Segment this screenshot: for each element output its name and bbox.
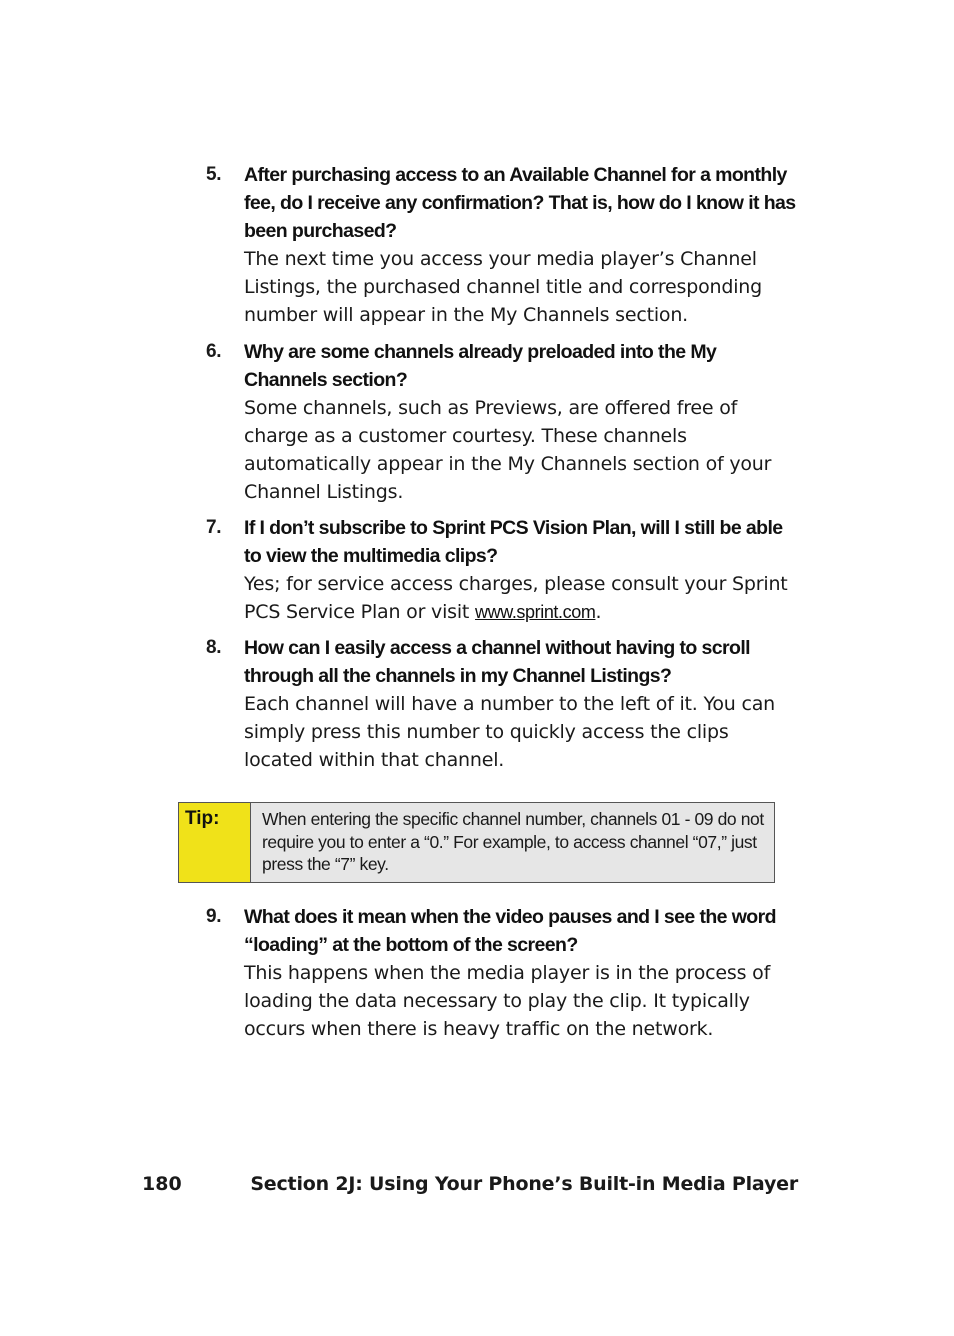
- item-number: 5.: [206, 164, 222, 185]
- item-number: 6.: [206, 341, 222, 362]
- faq-item-5: [206, 161, 796, 329]
- question: After purchasing access to an Available Channel for a monthly fee, do I receive any confirmation? That is, how do I know it has been purchased?: [244, 164, 796, 242]
- question: How can I easily access a channel without having to scroll through all the channels in my Channel Listings?: [244, 637, 750, 687]
- question: If I don’t subscribe to Sprint PCS Vision Plan, will I still be able to view the multimedia clips?: [244, 517, 783, 567]
- sprint-website-link[interactable]: www.sprint.com: [475, 602, 596, 622]
- question: What does it mean when the video pauses and I see the word “loading” at the bottom of the screen?: [244, 906, 776, 956]
- answer: Some channels, such as Previews, are offered free of charge as a customer courtesy. These channels automatically appear in the My Channels section of your Channel Listings.: [244, 397, 772, 503]
- answer: Each channel will have a number to the left of it. You can simply press this number to quickly access the clips located within that channel.: [244, 693, 775, 771]
- tip-box: [178, 802, 775, 883]
- item-number: 7.: [206, 517, 222, 538]
- answer: [244, 570, 796, 626]
- tip-label: Tip:: [179, 803, 251, 882]
- section-title: Section 2J: Using Your Phone’s Built-in Media Player: [250, 1173, 798, 1195]
- faq-item-9: [206, 903, 796, 1043]
- answer: This happens when the media player is in the process of loading the data necessary to play the clip. It typically occurs when there is heavy traffic on the network.: [244, 962, 771, 1040]
- answer-text: Yes; for service access charges, please consult your Sprint PCS Service Plan or visit: [244, 573, 788, 623]
- tip-text: When entering the specific channel number, channels 01 - 09 do not require you to enter a “0.” For example, to access channel “07,” just press the “7” key.: [251, 803, 774, 882]
- answer-period: .: [595, 601, 602, 623]
- page-number: 180: [142, 1173, 182, 1195]
- faq-item-8: [206, 634, 796, 774]
- faq-item-6: [206, 338, 796, 506]
- question: Why are some channels already preloaded into the My Channels section?: [244, 341, 717, 391]
- item-number: 8.: [206, 637, 222, 658]
- answer: The next time you access your media player’s Channel Listings, the purchased channel title and corresponding number will appear in the My Channels section.: [244, 248, 763, 326]
- faq-item-7: [206, 514, 796, 626]
- item-number: 9.: [206, 906, 222, 927]
- page-footer: [142, 1169, 802, 1199]
